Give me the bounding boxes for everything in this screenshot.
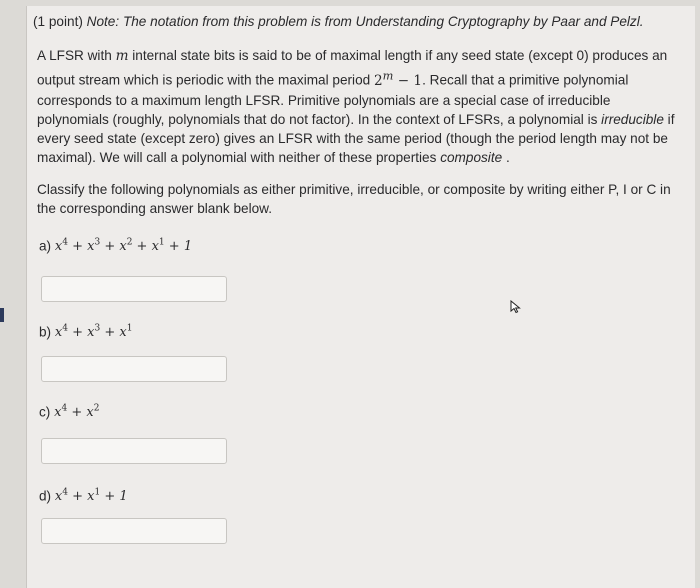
formula-minus-one: − 1: [397, 72, 423, 89]
note-text: The notation from this problem is from Understanding Cryptography by Paar and Pelzl.: [122, 14, 644, 29]
term-irreducible: irreducible: [601, 111, 664, 127]
points-label: (1 point): [33, 14, 83, 29]
problem-header: [33, 14, 644, 29]
desc-text: A LFSR with: [37, 48, 112, 63]
polynomial-a: $x^4 + x^3 + x^2 + x^1 + 1$: [54, 238, 193, 255]
desc-text: . Recall that a primitive polynomial: [422, 72, 629, 88]
answer-input-a[interactable]: [41, 276, 227, 302]
desc-text: maximal). We will call a polynomial with neither of these properties: [37, 149, 437, 165]
question-label: a): [39, 238, 52, 254]
instruction-paragraph: [37, 180, 687, 218]
problem-panel: [26, 6, 695, 588]
desc-text: if: [667, 111, 675, 127]
question-label: d): [39, 488, 52, 504]
note-label: Note:: [86, 14, 120, 29]
left-edge-marker: [0, 308, 4, 322]
desc-text: output stream which is periodic with the maximal period: [37, 72, 371, 88]
desc-text: every seed state (except zero) gives an LFSR with the same period (though the period length may not be: [37, 130, 668, 146]
desc-text: polynomials (roughly, polynomials that do not factor). In the context of LFSRs, a polynomial is: [37, 111, 598, 127]
period-formula: [373, 68, 423, 89]
instruction-text: the corresponding answer blank below.: [37, 201, 273, 216]
question-d: [39, 488, 128, 504]
answer-input-c[interactable]: [41, 438, 227, 464]
instruction-text: Classify the following polynomials as either primitive, irreducible, or composite by writing either P, I or C in: [37, 182, 671, 197]
term-composite: composite: [440, 149, 503, 165]
mouse-pointer-icon: [509, 300, 523, 314]
question-c: [39, 404, 99, 420]
question-a: [39, 238, 192, 254]
polynomial-b: $x^4 + x^3 + x^1$: [54, 324, 133, 341]
var-m: m: [115, 48, 129, 64]
answer-input-b[interactable]: [41, 356, 227, 382]
polynomial-c: $x^4 + x^2$: [54, 404, 100, 421]
question-label: c): [39, 404, 51, 420]
question-label: b): [39, 324, 52, 340]
formula-exponent: m: [382, 68, 394, 82]
desc-text: corresponds to a maximum length LFSR. Primitive polynomials are a special case of irreducible: [37, 92, 611, 108]
description-paragraph: [37, 46, 687, 167]
desc-text: internal state bits is said to be of maximal length if any seed state (except 0) produces an: [132, 48, 668, 63]
question-b: [39, 324, 132, 340]
polynomial-d: $x^4 + x^1 + 1$: [54, 488, 128, 505]
answer-input-d[interactable]: [41, 518, 227, 544]
formula-base: 2: [373, 72, 383, 89]
desc-text: .: [505, 149, 510, 165]
